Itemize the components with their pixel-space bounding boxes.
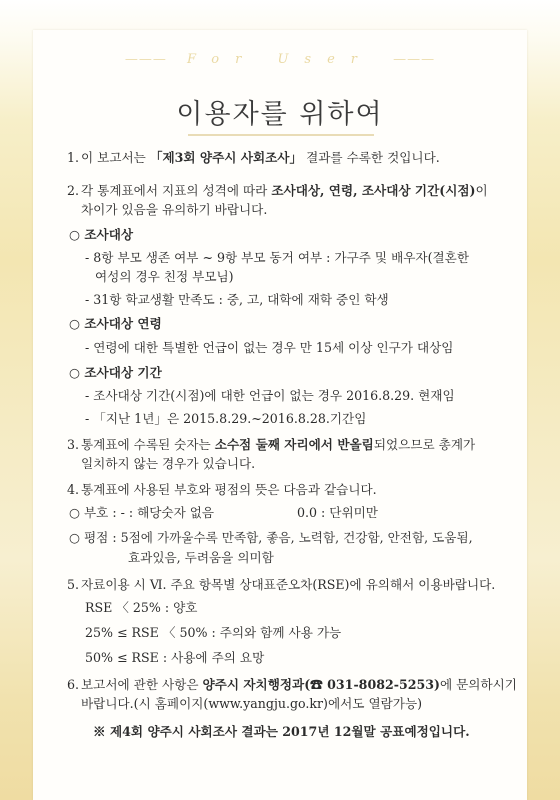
age-item-1: - 연령에 대한 특별한 언급이 없는 경우 만 15세 이상 인구가 대상임 [85,340,454,355]
page-title: 이용자를 위하여 [176,99,384,130]
item-2-number: 2. [67,183,80,198]
subsection-survey-target: ○ 조사대상 [69,227,134,242]
item-4-number: 4. [67,482,80,497]
target-item-1: - 8항 부모 생존 여부 ~ 9항 부모 동거 여부 : 가구주 및 배우자(결혼한 [85,250,470,265]
score-legend-line2: 효과있음, 두려움을 의미함 [128,550,274,565]
banner-text: For User [186,52,374,67]
rse-warning: 50% ≤ RSE : 사용에 주의 요망 [85,650,265,665]
publication-notice: ※ 제4회 양주시 사회조사 결과는 2017년 12월말 공표예정입니다. [93,724,470,739]
score-legend: ○ 평점 : 5점에 가까울수록 만족함, 좋음, 노력함, 건강함, 안전함, 도움됨, [69,530,473,545]
period-item-2: - 「지난 1년」은 2015.8.29.~2016.8.28.기간임 [85,411,367,426]
item-6-text-line2: 바랍니다.(시 홈페이지(www.yangju.go.kr)에서도 열람가능) [81,696,423,711]
banner-dash-left: ——— [124,52,167,67]
target-item-1-line2: 여성의 경우 친정 부모님) [95,269,234,284]
period-item-1: - 조사대상 기간(시점)에 대한 언급이 없는 경우 2016.8.29. 현재임 [85,388,455,403]
guide-content [33,30,527,800]
symbol-legend-unit: 0.0 : 단위미만 [297,505,378,520]
rse-good: RSE 〈 25% : 양호 [85,600,198,615]
banner-dash-right: ——— [393,52,436,67]
item-5-text: 자료이용 시 Ⅵ. 주요 항목별 상대표준오차(RSE)에 유의해서 이용바랍니다. [81,577,496,592]
item-3-number: 3. [67,437,80,452]
subsection-survey-age: ○ 조사대상 연령 [69,316,162,331]
document-page [33,30,527,800]
item-3-text-line2: 일치하지 않는 경우가 있습니다. [81,456,256,471]
item-2-text: 각 통계표에서 지표의 성격에 따라 조사대상, 연령, 조사대상 기간(시점)이 [81,183,488,198]
item-1-text: 이 보고서는 「제3회 양주시 사회조사」 결과를 수록한 것입니다. [81,150,440,165]
item-2-text-line2: 차이가 있음을 유의하기 바랍니다. [81,202,268,217]
item-5-number: 5. [67,577,80,592]
target-item-2: - 31항 학교생활 만족도 : 중, 고, 대학에 재학 중인 학생 [85,292,389,307]
subsection-survey-period: ○ 조사대상 기간 [69,365,162,380]
item-1-number: 1. [67,150,80,165]
symbol-legend: ○ 부호 : - : 해당숫자 없음 [69,505,215,520]
rse-caution: 25% ≤ RSE 〈 50% : 주의와 함께 사용 가능 [85,625,342,640]
item-4-text: 통계표에 사용된 부호와 평점의 뜻은 다음과 같습니다. [81,482,377,497]
item-6-number: 6. [67,677,80,692]
item-3-text: 통계표에 수록된 숫자는 소수점 둘째 자리에서 반올림되었으므로 총계가 [81,437,476,452]
item-6-text: 보고서에 관한 사항은 양주시 자치행정과(☎ 031-8082-5253)에 문의하시기 [81,677,517,692]
